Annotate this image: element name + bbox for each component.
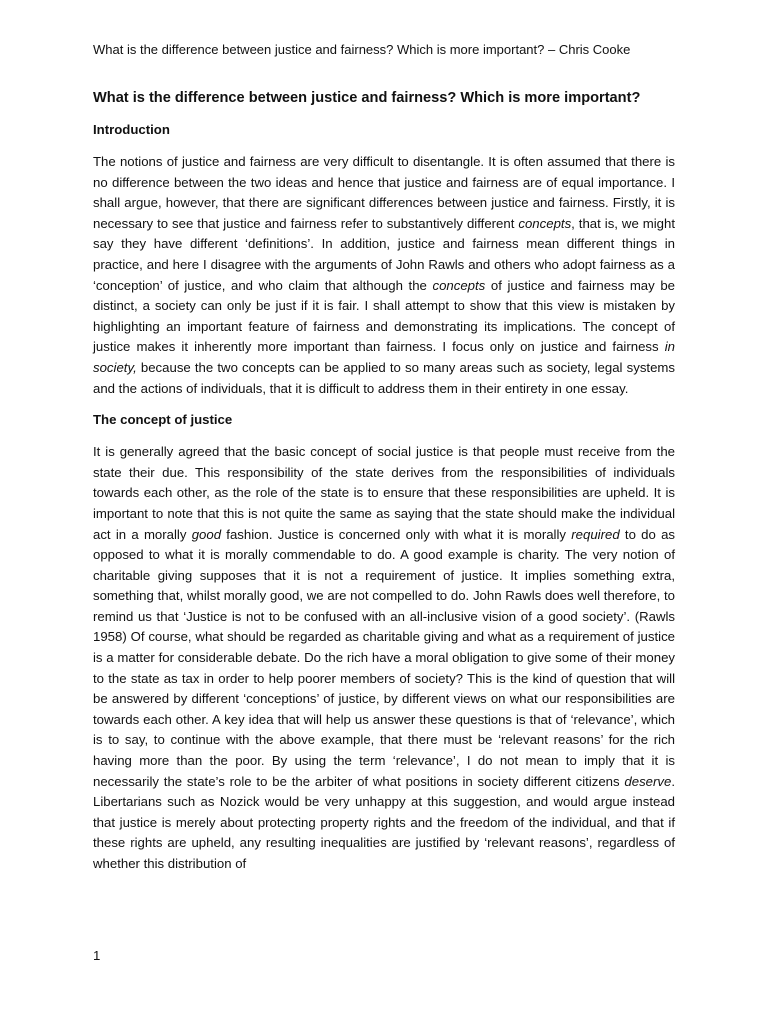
running-header: What is the difference between justice and fairness? Which is more important? – Chris Cooke: [93, 42, 631, 57]
text-run: , that is, we might say they have different ‘definitions’. In addition, justice and fairness mean different things in practice, and here I disagree with the arguments of John Rawls and others who adopt fairness as a ‘conception’ of justice, and who claim that although the: [93, 215, 676, 293]
paragraph-introduction: [93, 152, 675, 399]
text-run: The notions of justice and fairness are very difficult to disentangle. It is often assumed that there is no difference between the two ideas and hence that justice and fairness are of equal importance. I shall argue, however, that there are significant differences between justice and fairness. Firstly, it is necessary to see that justice and fairness refer to substantively different: [93, 154, 675, 231]
essay-title: What is the difference between justice and fairness? Which is more important?: [93, 90, 641, 106]
emphasis: deserve: [624, 773, 672, 789]
section-heading-concept-of-justice: The concept of justice: [93, 412, 233, 428]
emphasis: required: [571, 526, 620, 542]
text-run: fashion. Justice is concerned only with what it is morally: [221, 526, 572, 542]
section-heading-introduction: Introduction: [93, 122, 170, 137]
emphasis: good: [191, 526, 222, 542]
text-run: of justice and fairness may be distinct, a society can only be just if it is fair. I shall attempt to show that this view is mistaken by highlighting an important feature of fairness and demonstrating its implications. The concept of justice makes it inherently more important than fairness. I focus only on justice and fairness: [93, 277, 676, 355]
emphasis: concepts: [432, 277, 486, 293]
text-run: . Libertarians such as Nozick would be very unhappy at this suggestion, and would argue instead that justice is merely about protecting property rights and the freedom of the individual, and that if these rights are upheld, any resulting inequalities are justified by ‘relevant reasons’, regardless of whether this distribution of: [93, 773, 675, 871]
text-run: to do as opposed to what it is morally commendable to do. A good example is charity. The very notion of charitable giving supposes that it is not a requirement of justice. It implies something extra, something that, whilst morally good, we are not compelled to do. John Rawls does well therefore, to remind us that ‘Justice is not to be confused with an all-inclusive vision of a good society’. (Rawls 1958) Of course, what should be regarded as charitable giving and what as a requirement of justice is a matter for considerable debate. Do the rich have a moral obligation to give some of their money to the state as tax in order to help poorer members of society? This is the kind of question that will be answered by different ‘conceptions’ of justice, by different views on what our responsibilities are towards each other. A key idea that will help us answer these questions is that of ‘relevance’, which is to say, to continue with the above example, that there must be ‘relevant reasons’ for the rich having more than the poor. By using the term ‘relevance’, I do not mean to imply that it is necessarily the state’s role to be the arbiter of what positions in society different citizens: [93, 526, 676, 789]
emphasis: concepts: [518, 215, 572, 231]
text-run: because the two concepts can be applied to so many areas such as society, legal systems and the actions of individuals, that it is difficult to address them in their entirety in one essay.: [93, 359, 675, 396]
document-body: [93, 88, 675, 886]
emphasis: in society,: [93, 339, 675, 375]
paragraph-concept-of-justice: [93, 442, 675, 874]
page-number: 1: [93, 948, 101, 963]
text-run: It is generally agreed that the basic concept of social justice is that people must receive from the state their due. This responsibility of the state derives from the responsibilities of individuals towards each other, as the role of the state is to ensure that these responsibilities are upheld. It is important to note that this is not quite the same as saying that the state should make the individual act in a morally: [93, 444, 675, 542]
